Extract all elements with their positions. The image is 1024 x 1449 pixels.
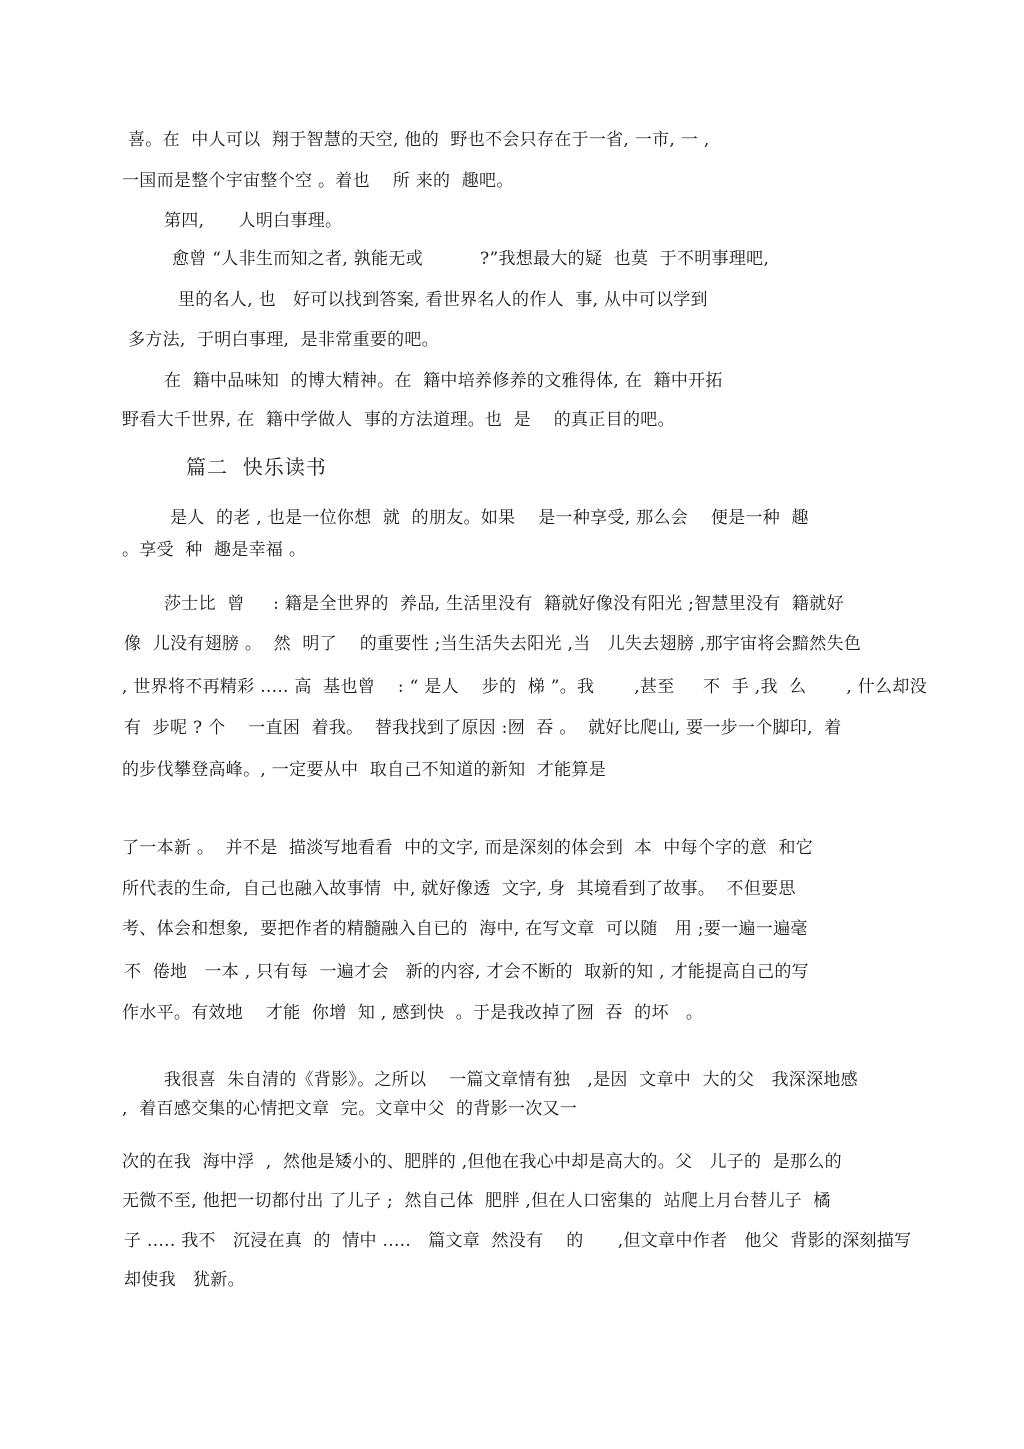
text-line: 野看大千世界, 在 籍中学做人 事的方法道理。也 是 的真正目的吧。 [122, 410, 675, 430]
text-line: 作水平。有效地 才能 你增 知 , 感到快 。于是我改掉了囫 吞 的坏 。 [122, 1003, 704, 1023]
text-line: 考、体会和想象, 要把作者的精髓融入自已的 海中, 在写文章 可以随 用 ;要一遍一遍毫 [122, 919, 808, 939]
text-line: 次的在我 海中浮 , 然他是矮小的、肥胖的 ,但他在我心中却是高大的。父 儿子的 是那么的 [122, 1152, 842, 1172]
text-line: 不 倦地 一本 , 只有每 一遍才会 新的内容, 才会不断的 取新的知 , 才能提高自己的写 [124, 962, 809, 982]
text-line: 无微不至, 他把一切都付出 了儿子 ; 然自己体 肥胖 ,但在人口密集的 站爬上月台替儿子 橘 [122, 1191, 831, 1211]
text-line: 多方法, 于明白事理, 是非常重要的吧。 [128, 330, 440, 350]
text-line: 一国而是整个宇宙整个空 。着也 所 来的 趣吧。 [122, 171, 514, 191]
text-line: 喜。在 中人可以 翔于智慧的天空, 他的 野也不会只存在于一省, 一市, 一 , [128, 130, 710, 150]
text-line: 所代表的生命, 自己也融入故事情 中, 就好像透 文字, 身 其境看到了故事。 不但要思 [122, 879, 796, 899]
text-line: 第四, 人明白事理。 [164, 211, 343, 231]
section-heading: 篇二 快乐读书 [186, 455, 327, 479]
text-line: 在 籍中品味知 的博大精神。在 籍中培养修养的文雅得体, 在 籍中开拓 [164, 371, 723, 391]
text-line: 子 ..... 我不 沉浸在真 的 情中 ..... 篇文章 然没有 的 ,但文章中作者 他父 背影的深刻描写 [124, 1231, 912, 1251]
text-line: 有 步呢 ? 个 一直困 着我。 替我找到了原因 :囫 吞 。 就好比爬山, 要一步一个脚印, 着 [124, 718, 842, 738]
text-line: 是人 的老 , 也是一位你想 就 的朋友。如果 是一种享受, 那么会 便是一种 趣 [170, 508, 809, 528]
text-line: 。享受 种 趣是幸福 。 [122, 540, 307, 560]
text-line: , 着百感交集的心情把文章 完。文章中父 的背影一次又一 [122, 1099, 578, 1119]
text-line: , 世界将不再精彩 ..... 高 基也曾 : “ 是人 步的 梯 ”。我 ,甚至 不 手 ,我 么 , 什么却没 [122, 677, 928, 697]
text-line: 的步伐攀登高峰。, 一定要从中 取自己不知道的新知 才能算是 [122, 760, 607, 780]
text-line: 愈曾 “人非生而知之者, 孰能无或 ?”我想最大的疑 也莫 于不明事理吧, [172, 249, 770, 269]
text-line: 像 儿没有翅膀 。 然 明了 的重要性 ;当生活失去阳光 ,当 儿失去翅膀 ,那宇宙将会黯然失色 [124, 634, 862, 654]
text-line: 了一本新 。 并不是 描淡写地看看 中的文字, 而是深刻的体会到 本 中每个字的意 和它 [122, 838, 814, 858]
text-line: 里的名人, 也 好可以找到答案, 看世界名人的作人 事, 从中可以学到 [178, 290, 708, 310]
text-line: 莎士比 曾 : 籍是全世界的 养品, 生活里没有 籍就好像没有阳光 ;智慧里没有 籍就好 [164, 594, 844, 614]
text-line: 却使我 犹新。 [124, 1270, 245, 1290]
text-line: 我很喜 朱自清的《背影》。之所以 一篇文章情有独 ,是因 文章中 大的父 我深深地感 [164, 1070, 858, 1090]
